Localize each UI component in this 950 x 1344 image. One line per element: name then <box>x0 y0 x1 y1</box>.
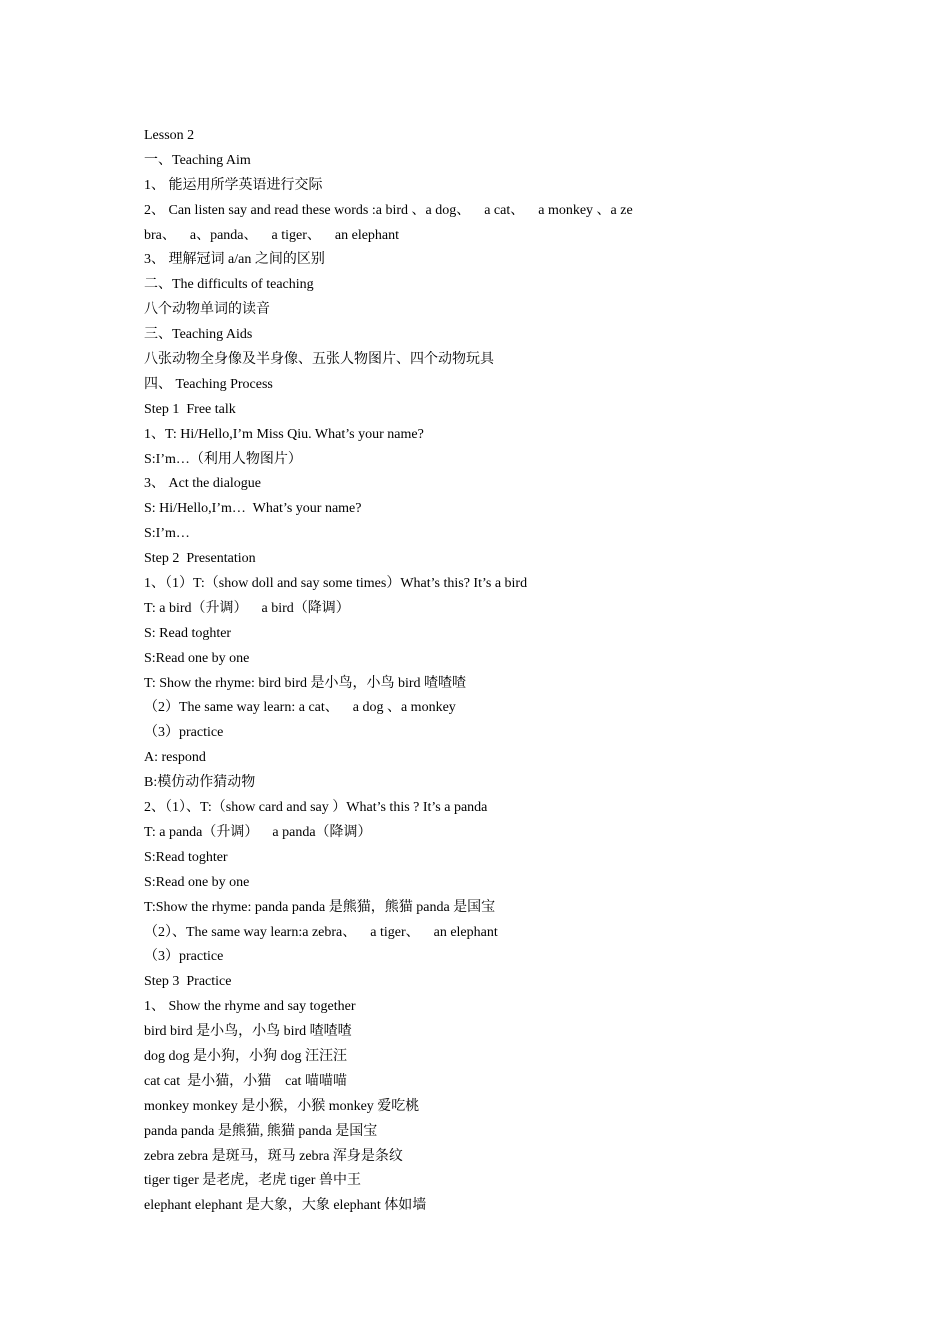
text-line: S:I’m…（利用人物图片） <box>144 451 302 467</box>
text-line: tiger tiger 是老虎，老虎 tiger 兽中王 <box>144 1173 361 1189</box>
text-line: T: a panda（升调） a panda（降调） <box>144 824 372 840</box>
text-line: 1、T: Hi/Hello,I’m Miss Qiu. What’s your name? <box>144 426 424 442</box>
text-line: 1、（1）T:（show doll and say some times）What’s this? It’s a bird <box>144 576 528 592</box>
text-line: 2、 Can listen say and read these words :a bird 、a dog、 a cat、 a monkey 、a ze <box>144 202 633 218</box>
text-line: A: respond <box>144 750 206 766</box>
text-line: S: Read toghter <box>144 625 232 641</box>
text-line: T: Show the rhyme: bird bird 是小鸟，小鸟 bird 喳喳喳 <box>144 675 467 691</box>
text-line: bird bird 是小鸟，小鸟 bird 喳喳喳 <box>144 1024 352 1040</box>
text-line: dog dog 是小狗，小狗 dog 汪汪汪 <box>144 1048 347 1064</box>
text-line: elephant elephant 是大象，大象 elephant 体如墙 <box>144 1198 427 1214</box>
text-line: 四、 Teaching Process <box>144 376 273 392</box>
text-line: S:Read one by one <box>144 874 250 890</box>
text-line: S:Read toghter <box>144 849 228 865</box>
text-line: 二、The difficults of teaching <box>144 277 314 293</box>
text-line: Lesson 2 <box>144 128 195 143</box>
text-line: 三、Teaching Aids <box>144 327 253 343</box>
text-line: （3）practice <box>144 949 224 965</box>
text-line: zebra zebra 是斑马，斑马 zebra 浑身是条纹 <box>144 1148 403 1164</box>
text-line: 一、Teaching Aim <box>144 152 251 168</box>
text-line: Step 1 Free talk <box>144 401 236 417</box>
text-line: monkey monkey 是小猴，小猴 monkey 爱吃桃 <box>144 1098 420 1114</box>
text-line: 3、 Act the dialogue <box>144 476 262 492</box>
text-line: （3）practice <box>144 725 224 741</box>
text-line: （2）The same way learn: a cat、 a dog 、a monkey <box>144 700 456 716</box>
text-line: 八个动物单词的读音 <box>144 302 270 318</box>
text-line: B:模仿动作猜动物 <box>144 775 256 791</box>
text-line: 1、 能运用所学英语进行交际 <box>144 177 323 193</box>
text-line: 2、（1）、T:（show card and say ）What’s this ? It’s a panda <box>144 800 488 816</box>
text-line: （2）、The same way learn:a zebra、 a tiger、 an elephant <box>144 924 498 940</box>
text-line: S: Hi/Hello,I’m… What’s your name? <box>144 501 362 517</box>
text-line: 3、 理解冠词 a/an 之间的区别 <box>144 252 325 268</box>
text-line: cat cat 是小猫，小猫 cat 喵喵喵 <box>144 1073 347 1089</box>
document-body <box>144 124 864 1219</box>
text-line: bra、 a、panda、 a tiger、 an elephant <box>144 227 400 243</box>
text-line: panda panda 是熊猫, 熊猫 panda 是国宝 <box>144 1123 378 1139</box>
text-line: 1、 Show the rhyme and say together <box>144 999 356 1015</box>
text-line: S:Read one by one <box>144 650 250 666</box>
text-line: Step 2 Presentation <box>144 551 256 567</box>
text-line: 八张动物全身像及半身像、五张人物图片、四个动物玩具 <box>144 352 494 368</box>
text-line: T:Show the rhyme: panda panda 是熊猫，熊猫 panda 是国宝 <box>144 899 496 915</box>
text-line: T: a bird（升调） a bird（降调） <box>144 600 350 616</box>
text-line: S:I’m… <box>144 526 190 542</box>
text-line: Step 3 Practice <box>144 974 232 990</box>
